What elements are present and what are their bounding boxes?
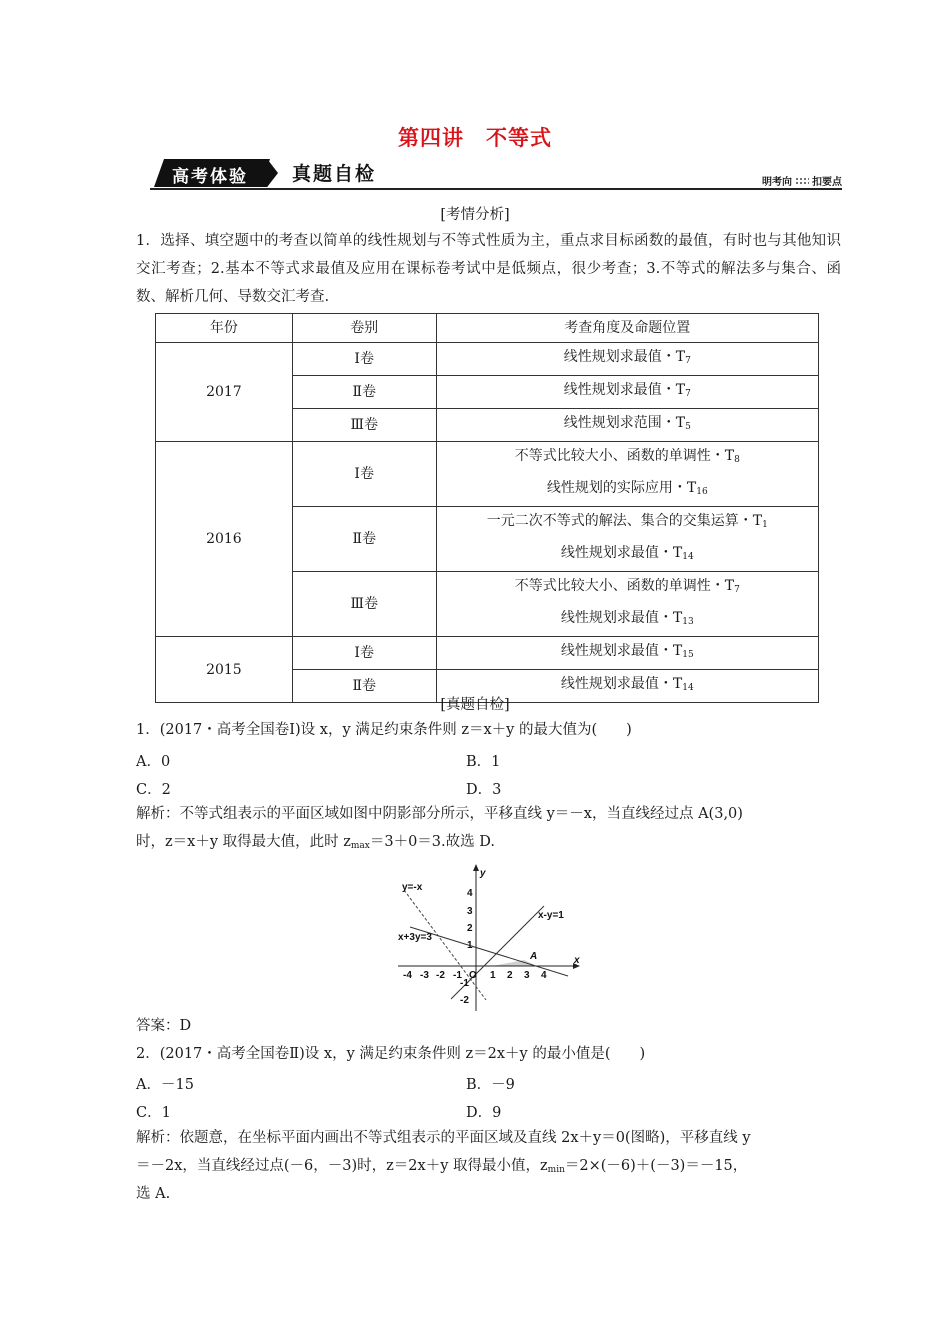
- dots-icon: [795, 177, 809, 185]
- y-tick-label: 3: [467, 906, 473, 917]
- line-x-plus-3y: [410, 927, 568, 976]
- banner-tab-label: 高考体验: [172, 167, 248, 187]
- label-y-axis: y: [480, 868, 486, 879]
- y-tick-label: -1: [460, 978, 469, 989]
- table-row: [156, 343, 819, 376]
- x-tick-label: -3: [420, 970, 429, 981]
- juan-cell: Ⅰ卷: [292, 637, 436, 670]
- analysis-heading: [考情分析]: [440, 207, 510, 223]
- exam-table: [155, 313, 819, 703]
- q1-solution-line2: 时，z＝x＋y 取得最大值，此时 $z_{max}=3+0=3$.故选 D.: [136, 834, 495, 851]
- juan-cell: Ⅱ卷: [292, 376, 436, 409]
- banner-right-b: 扣要点: [812, 177, 842, 188]
- banner-arrow-shape: [260, 159, 278, 187]
- table-header: 年份: [156, 314, 293, 343]
- banner-right-a: 明考向: [762, 177, 792, 188]
- year-cell: 2015: [156, 637, 293, 703]
- feasible-region-graph: [396, 856, 586, 1016]
- label-origin: O: [469, 970, 477, 981]
- table-header-row: [156, 314, 819, 343]
- label-x-axis: x: [574, 955, 580, 966]
- y-tick-label: 4: [467, 888, 473, 899]
- section2-heading: [真题自检]: [440, 697, 510, 713]
- x-tick-label: -4: [403, 970, 412, 981]
- table-header: 考查角度及命题位置: [436, 314, 818, 343]
- x-tick-label: 1: [490, 970, 496, 981]
- juan-cell: Ⅲ卷: [292, 409, 436, 442]
- q1-option-d: D．3: [466, 782, 502, 798]
- q2-solution-line1: 解析：依题意，在坐标平面内画出不等式组表示的平面区域及直线 2x＋y＝0(图略)，平移直线 y: [136, 1130, 751, 1146]
- line-y-eq-neg-x: [404, 890, 486, 1000]
- topic-cell: 不等式比较大小、函数的单调性・$T_7$ 线性规划求最值・$T_{13}$: [436, 572, 818, 637]
- q1-answer: 答案：D: [136, 1018, 192, 1034]
- label-point-a: A: [530, 951, 538, 962]
- banner-rule: [150, 188, 842, 190]
- section-banner: [150, 157, 842, 193]
- year-cell: 2016: [156, 442, 293, 637]
- topic-cell: 线性规划求最值・$T_{15}$: [436, 637, 818, 670]
- y-axis-arrow-icon: [473, 864, 479, 871]
- juan-cell: Ⅱ卷: [292, 670, 436, 703]
- topic-cell: 线性规划求最值・$T_7$: [436, 343, 818, 376]
- x-tick-label: 2: [507, 970, 513, 981]
- topic-cell: 线性规划求最值・$T_7$: [436, 376, 818, 409]
- juan-cell: Ⅰ卷: [292, 343, 436, 376]
- x-tick-label: -2: [436, 970, 445, 981]
- q1-solution-line1: 解析：不等式组表示的平面区域如图中阴影部分所示，平移直线 y＝－x，当直线经过点 A(3,0): [136, 806, 743, 822]
- label-x-minus-y: x-y=1: [538, 910, 564, 921]
- x-tick-label: 3: [524, 970, 530, 981]
- year-cell: 2017: [156, 343, 293, 442]
- page-title: 第四讲 不等式: [398, 126, 552, 150]
- q2-stem: 2．(2017・高考全国卷Ⅱ)设 x，y 满足约束条件则 z＝2x＋y 的最小值是( ): [136, 1046, 646, 1062]
- q2-solution-line3: 选 A.: [136, 1186, 171, 1202]
- q2-option-a: A．－15: [136, 1077, 194, 1093]
- q2-option-c: C．1: [136, 1105, 171, 1121]
- table-row: [156, 637, 819, 670]
- label-x-plus-3y: x+3y=3: [398, 932, 432, 943]
- y-tick-label: -2: [460, 995, 469, 1006]
- analysis-text: 1．选择、填空题中的考查以简单的线性规划与不等式性质为主，重点求目标函数的最值，有时也与其他知识交汇考查；2.基本不等式求最值及应用在课标卷考试中是低频点，很少考查；3.不等式的解法多与集合、函数、解析几何、导数交汇考查.: [136, 233, 841, 305]
- q1-option-b: B．1: [466, 754, 501, 770]
- table-row: [156, 442, 819, 507]
- label-y-eq-neg-x: y=-x: [402, 882, 423, 893]
- juan-cell: Ⅰ卷: [292, 442, 436, 507]
- table-header: 卷别: [292, 314, 436, 343]
- juan-cell: Ⅱ卷: [292, 507, 436, 572]
- juan-cell: Ⅲ卷: [292, 572, 436, 637]
- topic-cell: 一元二次不等式的解法、集合的交集运算・$T_1$ 线性规划求最值・$T_{14}$: [436, 507, 818, 572]
- q2-option-d: D．9: [466, 1105, 502, 1121]
- q1-stem: 1．(2017・高考全国卷Ⅰ)设 x，y 满足约束条件则 z＝x＋y 的最大值为( ): [136, 722, 632, 738]
- q2-option-b: B．－9: [466, 1077, 515, 1093]
- banner-right-note: [762, 173, 842, 188]
- y-tick-label: 2: [467, 923, 473, 934]
- banner-main-label: 真题自检: [292, 163, 377, 185]
- y-tick-label: 1: [467, 940, 473, 951]
- q2-solution-line2: ＝－2x，当直线经过点(－6，－3)时，z＝2x＋y 取得最小值，$z_{min}=2\times(-6)+(-3)=-15$，: [136, 1158, 748, 1175]
- topic-cell: 线性规划求范围・$T_5$: [436, 409, 818, 442]
- topic-cell: 线性规划求最值・$T_{14}$: [436, 670, 818, 703]
- topic-cell: 不等式比较大小、函数的单调性・$T_8$ 线性规划的实际应用・$T_{16}$: [436, 442, 818, 507]
- x-tick-label: -1: [453, 970, 462, 981]
- x-tick-label: 4: [541, 970, 547, 981]
- q1-option-a: A．0: [136, 754, 171, 770]
- q1-option-c: C．2: [136, 782, 171, 798]
